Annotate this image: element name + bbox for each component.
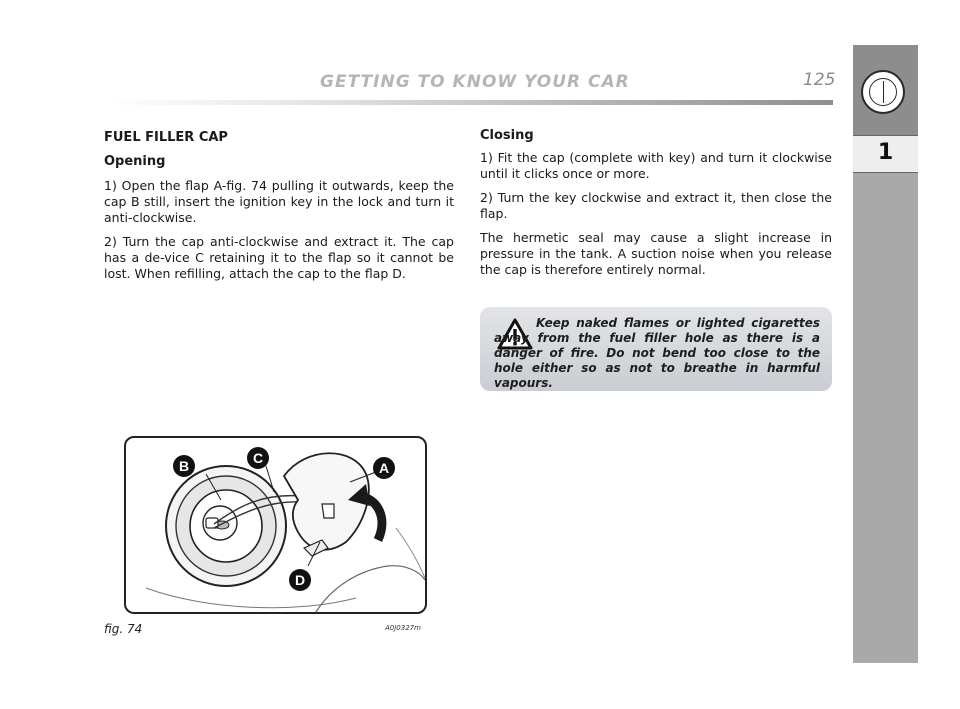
svg-text:B: B	[178, 458, 190, 474]
figure-label-b	[173, 455, 195, 477]
opening-step-2: 2) Turn the cap anti-clockwise and extract it. The cap has a de-vice C retaining it to the flap so it cannot be lost. When refilling, attach the cap to the flap D.	[104, 234, 454, 281]
figure-label-c	[247, 447, 269, 469]
figure-label-d	[289, 569, 311, 591]
svg-text:C: C	[252, 450, 264, 466]
figure-code: A0J0327m	[385, 624, 421, 632]
left-column	[104, 130, 454, 290]
right-column	[480, 128, 832, 286]
running-header: GETTING TO KNOW YOUR CAR	[320, 72, 630, 92]
chapter-number: 1	[877, 140, 894, 165]
opening-heading: Opening	[104, 154, 166, 169]
section-title: FUEL FILLER CAP	[104, 130, 228, 145]
figure-label-a	[373, 457, 395, 479]
warning-text: Keep naked flames or lighted cigarettes away from the fuel filler hole as there is a danger of fire. Do not bend too close to the hole either so as not to breathe in harmful vapours.	[494, 316, 820, 390]
header-rule	[105, 100, 833, 105]
closing-step-1: 1) Fit the cap (complete with key) and turn it clockwise until it clicks once or more.	[480, 150, 832, 181]
svg-text:A: A	[378, 460, 390, 476]
svg-text:D: D	[294, 572, 306, 588]
opening-step-1: 1) Open the flap A-fig. 74 pulling it outwards, keep the cap B still, insert the ignition key in the lock and turn it anti-clockwise.	[104, 178, 454, 225]
fuel-cap-illustration	[126, 438, 425, 612]
brand-logo-icon	[861, 70, 905, 114]
closing-note: The hermetic seal may cause a slight increase in pressure in the tank. A suction noise when you release the cap is therefore entirely normal.	[480, 230, 832, 277]
closing-heading: Closing	[480, 128, 534, 143]
figure-74	[124, 436, 427, 614]
closing-step-2: 2) Turn the key clockwise and extract it, then close the flap.	[480, 190, 832, 221]
page-number: 125	[803, 70, 836, 90]
chapter-tab[interactable]	[853, 135, 918, 173]
figure-caption: fig. 74	[104, 622, 143, 636]
warning-box	[480, 307, 832, 391]
